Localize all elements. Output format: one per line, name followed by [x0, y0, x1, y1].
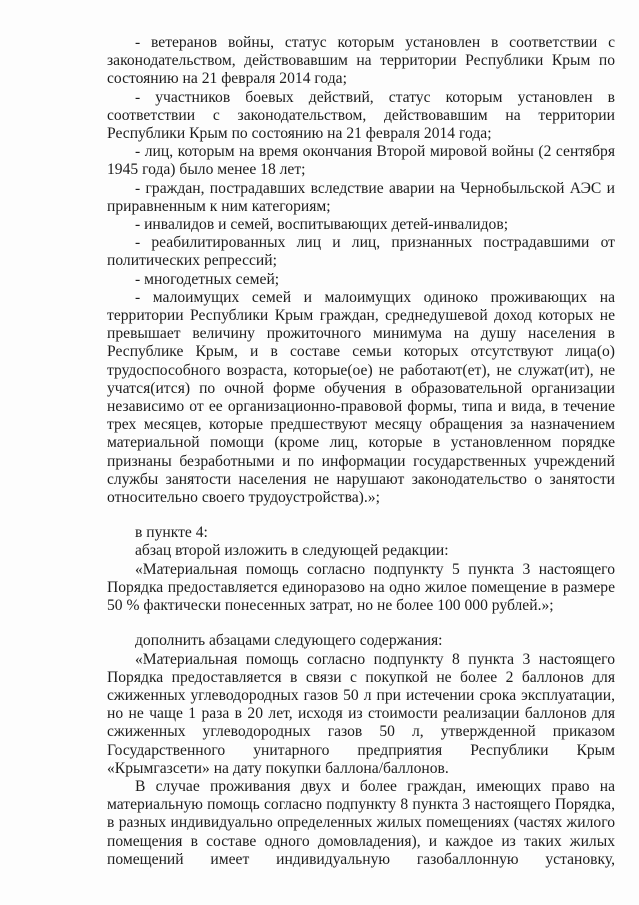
paragraph-veterans: - ветеранов войны, статус которым установлен в соответствии с законодательством, действовавшим на территории Республики Крым по состоянию на 21 февраля 2014 года;: [107, 34, 615, 88]
paragraph-ww2-children: - лиц, которым на время окончания Второй мировой войны (2 сентября 1945 года) было менее 18 лет;: [107, 143, 615, 179]
paragraph-chernobyl: - граждан, пострадавших вследствие аварии на Чернобыльской АЭС и приравненным к ним категориям;: [107, 179, 615, 215]
paragraph-item-4: в пункте 4:: [135, 524, 208, 542]
paragraph-combat-participants: - участников боевых действий, статус которым установлен в соответствии с законодательством, действовавшим на территории Республики Крым по состоянию на 21 февраля 2014 года;: [107, 88, 615, 143]
paragraph-rehabilitated: - реабилитированных лиц и лиц, признанных пострадавшими от политических репрессий;: [107, 234, 615, 270]
paragraph-quote-subitem-8: «Материальная помощь согласно подпункту 8 пункта 3 настоящего Порядка предоставляется в связи с покупкой не более 2 баллонов для сжиженных углеводородных газов 50 л при истечении срока эксплуатации, но не чаще 1 раза в 20 лет, исходя из стоимости реализации баллонов для сжиженных углеводородных газов 50 л, утвержденной приказом Государственного унитарного предприятия Республики Крым «Крымгазсети» на дату покупки баллона/баллонов.: [107, 650, 615, 777]
paragraph-disabled: - инвалидов и семей, воспитывающих детей-инвалидов;: [135, 216, 509, 234]
paragraph-abzac-2: абзац второй изложить в следующей редакции:: [135, 542, 449, 560]
document-body: [107, 34, 615, 869]
paragraph-multiple-citizens: В случае проживания двух и более граждан, имеющих право на материальную помощь согласно подпункту 8 пункта 3 настоящего Порядка, в разных индивидуально определенных жилых помещениях (частях жилого помещения в составе одного домовладения), и каждое из таких жилых помещений имеет индивидуальную газобаллонную установку,: [107, 777, 615, 868]
paragraph-low-income: - малоимущих семей и малоимущих одиноко проживающих на территории Республики Крым граждан, среднедушевой доход которых не превышает величину прожиточного минимума на душу населения в Республике Крым, и в составе семьи которых отсутствуют лица(о) трудоспособного возраста, которые(ое) не работают(ет), не служат(ит), не учатся(ится) по очной форме обучения в образовательной организации независимо от ее организационно-правовой формы, типа и вида, в течение трех месяцев, которые предшествуют месяцу обращения за назначением материальной помощи (кроме лиц, которые в установленном порядке признаны безработными и по информации государственных учреждений службы занятости населения не нарушают законодательство о занятости относительно своего трудоустройства).»;: [107, 288, 615, 507]
paragraph-quote-subitem-5: «Материальная помощь согласно подпункту 5 пункта 3 настоящего Порядка предоставляется единоразово на одно жилое помещение в размере 50 % фактически понесенных затрат, но не более 100 000 рублей.»;: [107, 560, 615, 615]
paragraph-supplement: дополнить абзацами следующего содержания:: [135, 632, 443, 650]
paragraph-large-families: - многодетных семей;: [135, 270, 280, 288]
